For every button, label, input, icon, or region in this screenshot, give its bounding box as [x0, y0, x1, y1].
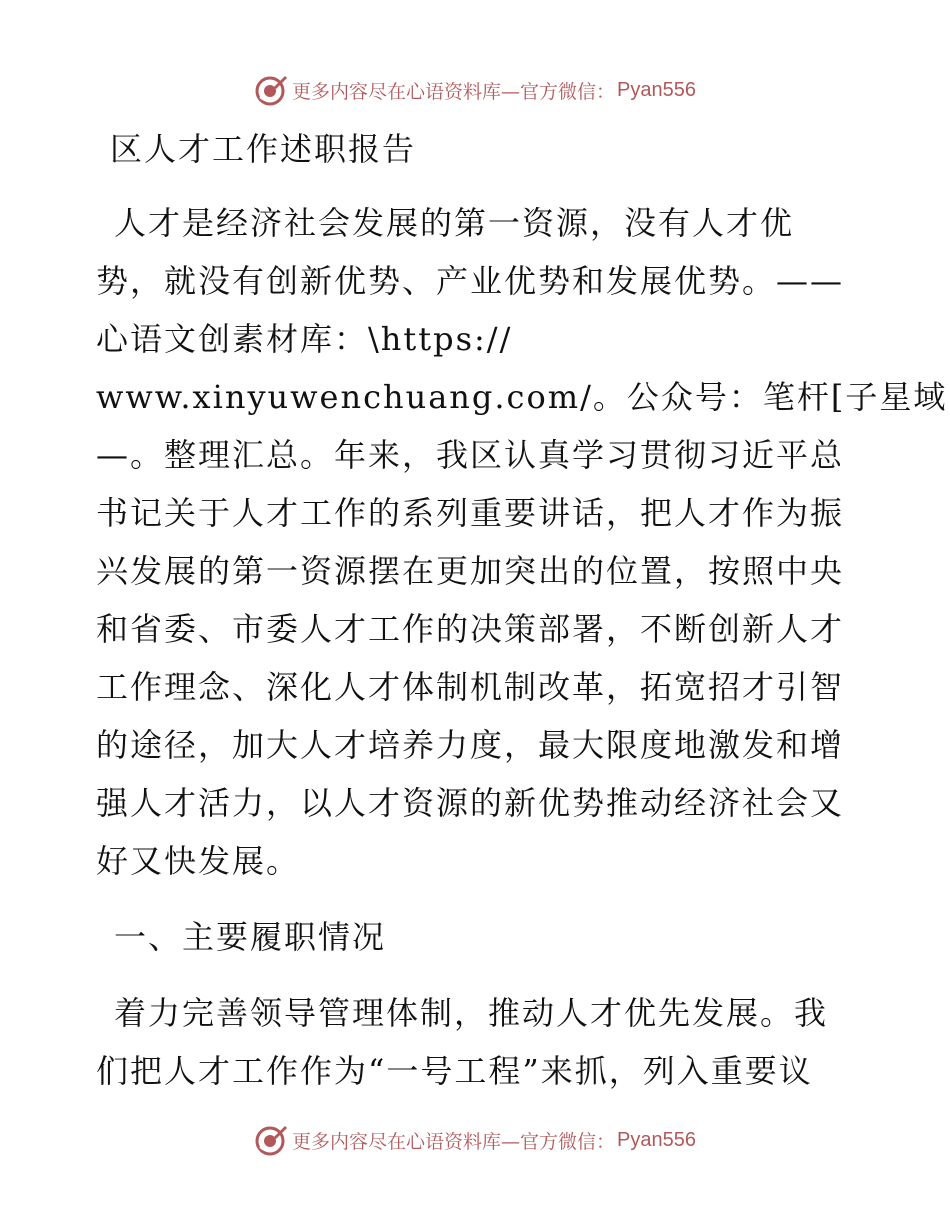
paragraph-line: 人才是经济社会发展的第一资源，没有人才优: [114, 204, 795, 242]
document-title: 区人才工作述职报告: [110, 130, 417, 168]
watermark-text: 更多内容尽在心语资料库—官方微信：: [292, 1130, 616, 1153]
document-page: [96, 124, 948, 1100]
paragraph-line: 着力完善领导管理体制，推动人才优先发展。我: [114, 994, 829, 1032]
spacer: [96, 966, 856, 984]
watermark-wechat-id: Pyan556: [617, 78, 696, 101]
header-watermark: [0, 70, 950, 110]
paragraph-line: 心语文创素材库：\https://: [96, 320, 513, 358]
paragraph-line: 们把人才工作作为“一号工程”来抓，列入重要议: [96, 1052, 813, 1090]
paragraph-line: www.xinyuwenchuang.com/。公众号：笔杆[子星域: [96, 378, 948, 416]
watermark-wechat-id: Pyan556: [617, 1128, 696, 1151]
section-heading: 一、主要履职情况: [114, 918, 387, 956]
spacer: [96, 890, 856, 908]
paragraph-line: —。整理汇总。年来，我区认真学习贯彻习近平总: [96, 436, 845, 474]
footer-watermark: [0, 1120, 950, 1160]
watermark-text: 更多内容尽在心语资料库—官方微信：: [292, 80, 616, 103]
paragraph-section1: [96, 984, 856, 1100]
paragraph-line: 书记关于人才工作的系列重要讲话，把人才作为振: [96, 494, 845, 532]
paragraph-intro: [96, 194, 948, 890]
paragraph-line: 强人才活力，以人才资源的新优势推动经济社会又: [96, 784, 845, 822]
pen-logo-icon: [254, 1123, 288, 1157]
paragraph-line: 的途径，加大人才培养力度，最大限度地激发和增: [96, 726, 845, 764]
pen-logo-icon: [254, 73, 288, 107]
spacer: [96, 174, 856, 194]
paragraph-line: 兴发展的第一资源摆在更加突出的位置，按照中央: [96, 552, 845, 590]
paragraph-line: 势，就没有创新优势、产业优势和发展优势。——: [96, 262, 845, 300]
paragraph-line: 好又快发展。: [96, 842, 301, 880]
paragraph-line: 工作理念、深化人才体制机制改革，拓宽招才引智: [96, 668, 845, 706]
paragraph-line: 和省委、市委人才工作的决策部署，不断创新人才: [96, 610, 845, 648]
